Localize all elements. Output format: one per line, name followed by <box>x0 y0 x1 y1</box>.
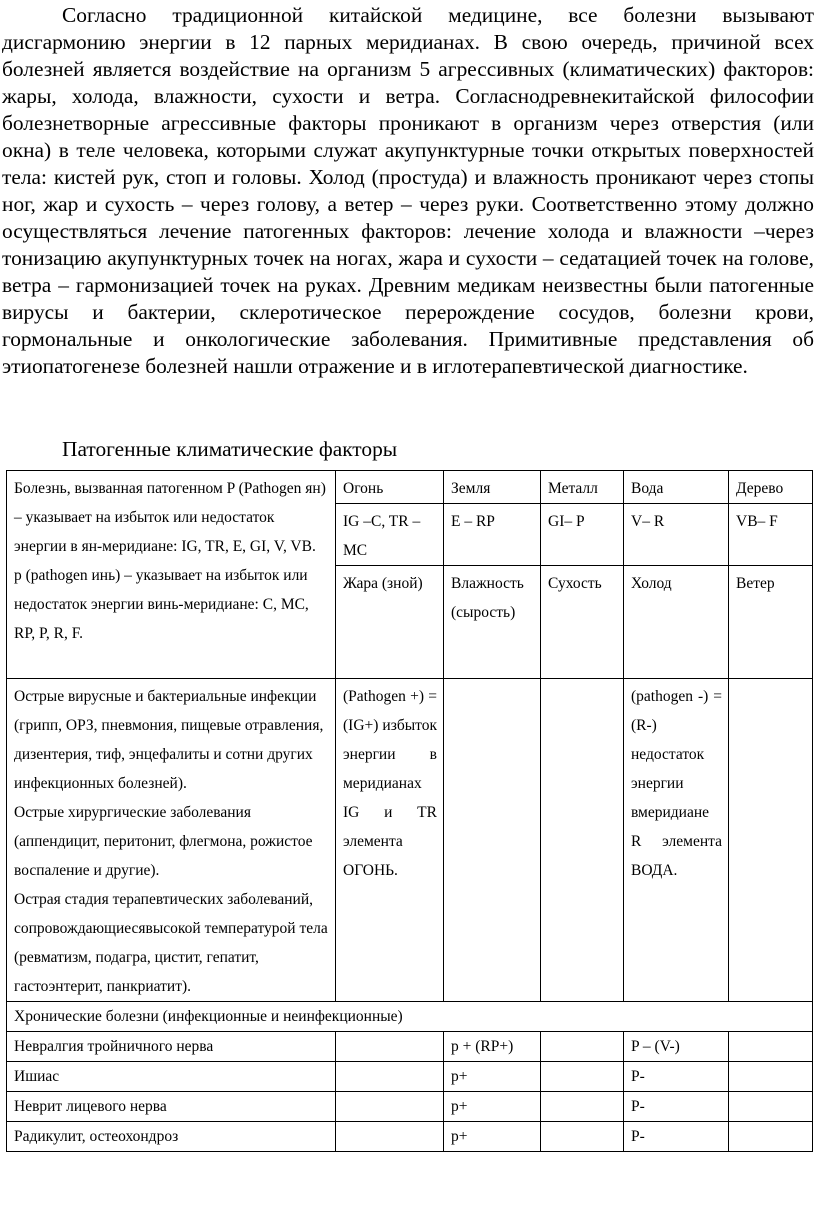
table-row <box>7 679 813 1002</box>
empty-cell <box>541 1092 624 1122</box>
chronic-earth: p+ <box>444 1062 541 1092</box>
chronic-earth: p+ <box>444 1122 541 1152</box>
chronic-earth: p+ <box>444 1092 541 1122</box>
empty-cell <box>336 1092 444 1122</box>
acute-infections: Острые вирусные и бактериальные инфекции (грипп, ОРЗ, пневмония, пищевые отравления, дизентерия, тиф, энцефалиты и сотни других инфекционных болезней). <box>14 688 324 792</box>
acute-water-cell: (pathogen -) =(R-) недостаток энергии вмеридиане R элемента ВОДА. <box>624 679 729 1002</box>
table-row <box>7 1122 813 1152</box>
chronic-disease-name: Радикулит, остеохондроз <box>7 1122 336 1152</box>
empty-cell <box>336 1032 444 1062</box>
chronic-water: P- <box>624 1062 729 1092</box>
chronic-water: P- <box>624 1092 729 1122</box>
table-row <box>7 1092 813 1122</box>
meridian-fire: IG –C, TR – MC <box>336 504 444 566</box>
chronic-disease-name: Невралгия тройничного нерва <box>7 1032 336 1062</box>
table-row <box>7 1002 813 1032</box>
chronic-water: P – (V-) <box>624 1032 729 1062</box>
factor-earth: Влажность (сырость) <box>444 566 541 679</box>
chronic-disease-name: Неврит лицевого нерва <box>7 1092 336 1122</box>
element-fire: Огонь <box>336 471 444 504</box>
empty-cell <box>336 1122 444 1152</box>
empty-cell <box>541 1062 624 1092</box>
header-description-yang: Болезнь, вызванная патогенном P (Pathogen ян) – указывает на избыток или недостаток энергии в ян-меридиане: IG, TR, E, GI, V, VB. <box>14 480 326 555</box>
chronic-header: Хронические болезни (инфекционные и неинфекционные) <box>7 1002 813 1032</box>
element-wood: Дерево <box>729 471 813 504</box>
table-title: Патогенные климатические факторы <box>62 437 398 461</box>
acute-wood-cell <box>729 679 813 1002</box>
table-row <box>7 471 813 504</box>
chronic-earth: p + (RP+) <box>444 1032 541 1062</box>
element-metal: Металл <box>541 471 624 504</box>
acute-therapeutic: Острая стадия терапевтических заболеваний, сопровождающиесявысокой температурой тела (ревматизм, подагра, цистит, гепатит, гастоэнтерит, панкриатит). <box>14 891 328 995</box>
acute-diseases-cell <box>7 679 336 1002</box>
header-description-yin: p (pathogen инь) – указывает на избыток или недостаток энергии винь-меридиане: C, MC, RP, P, R, F. <box>14 567 309 642</box>
empty-cell <box>336 1062 444 1092</box>
acute-metal-cell <box>541 679 624 1002</box>
meridian-wood: VB– F <box>729 504 813 566</box>
chronic-disease-name: Ишиас <box>7 1062 336 1092</box>
acute-fire-cell: (Pathogen +) = (IG+) избыток энергии в меридианах IG и TR элемента ОГОНЬ. <box>336 679 444 1002</box>
acute-earth-cell <box>444 679 541 1002</box>
body-paragraph: Согласно традиционной китайской медицине, все болезни вызывают дисгармонию энергии в 12 парных меридианах. В свою очередь, причиной всех болезней является воздействие на организм 5 агрессивных (климатических) факторов: жары, холода, влажности, сухости и ветра. Согласнодревнекитайской философии болезнетворные агрессивные факторы проникают в организм через отверстия (или окна) в теле человека, которыми служат акупунктурные точки открытых поверхностей тела: кистей рук, стоп и головы. Холод (простуда) и влажность проникают через стопы ног, жар и сухость – через голову, а ветер – через руки. Соответственно этому должно осуществляться лечение патогенных факторов: лечение холода и влажности –через тонизацию акупунктурных точек на ногах, жара и сухости – седатацией точек на голове, ветра – гармонизацией точек на руках. Древним медикам неизвестны были патогенные вирусы и бактерии, склеротическое перерождение сосудов, болезни крови, гормональные и онкологические заболевания. Примитивные представления об этиопатогенезе болезней нашли отражение и в иглотерапевтической диагностике. <box>2 3 814 378</box>
header-description-cell <box>7 471 336 679</box>
empty-cell <box>729 1122 813 1152</box>
element-water: Вода <box>624 471 729 504</box>
factor-wood: Ветер <box>729 566 813 679</box>
empty-cell <box>729 1032 813 1062</box>
table-row <box>7 1032 813 1062</box>
empty-cell <box>729 1062 813 1092</box>
factor-fire: Жара (зной) <box>336 566 444 679</box>
table-row <box>7 1062 813 1092</box>
meridian-metal: GI– P <box>541 504 624 566</box>
empty-cell <box>729 1092 813 1122</box>
pathogen-table <box>6 470 813 1152</box>
factor-metal: Сухость <box>541 566 624 679</box>
meridian-earth: E – RP <box>444 504 541 566</box>
meridian-water: V– R <box>624 504 729 566</box>
empty-cell <box>541 1032 624 1062</box>
empty-cell <box>541 1122 624 1152</box>
chronic-water: P- <box>624 1122 729 1152</box>
acute-surgical: Острые хирургические заболевания (аппендицит, перитонит, флегмона, рожистое воспаление и другие). <box>14 804 313 879</box>
factor-water: Холод <box>624 566 729 679</box>
element-earth: Земля <box>444 471 541 504</box>
